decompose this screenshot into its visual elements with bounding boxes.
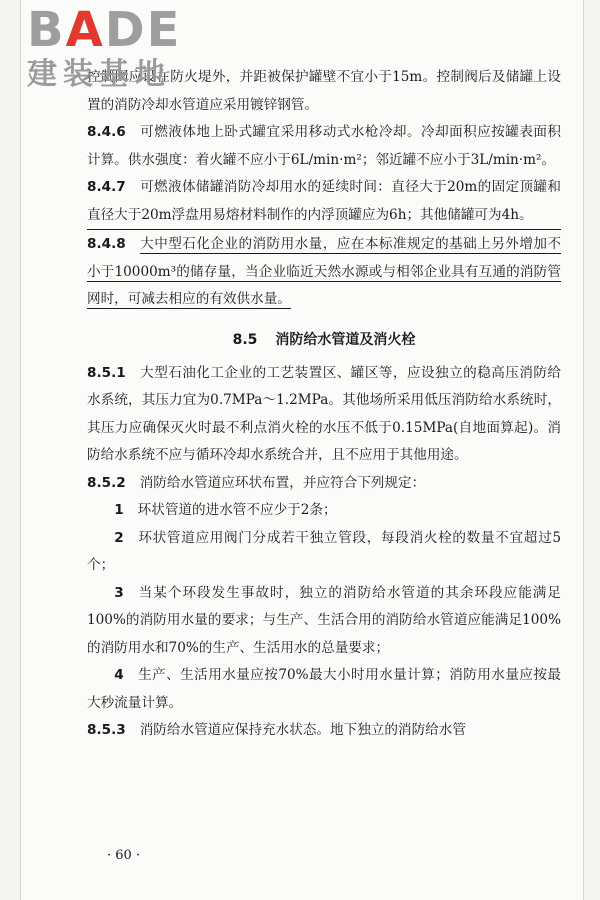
list-item-4: 4 生产、生活用水量应按70%最大小时用水量计算；消防用水量应按最大秒流量计算。 xyxy=(87,667,561,711)
paragraph-continued: 控制阀应设在防火堤外，并距被保护罐壁不宜小于15m。控制阀后及储罐上设置的消防冷却水管道应采用镀锌钢管。 xyxy=(87,69,561,113)
clause-8-5-3: 8.5.3 消防给水管道应保持充水状态。地下独立的消防给水管 xyxy=(87,722,466,738)
clause-8-5-1: 8.5.1 大型石油化工企业的工艺装置区、罐区等，应设独立的稳高压消防给水系统，其压力宜为0.7MPa～1.2MPa。其他场所采用低压消防给水系统时，其压力应确保灭火时最不利点消火栓的水压不低于0.15MPa(自地面算起)。消防给水系统不应与循环冷却水系统合并，且不应用于其他用途。 xyxy=(87,364,561,463)
page-number: · 60 · xyxy=(107,848,141,863)
clause-number: 8.5.1 xyxy=(87,364,126,381)
section-title: 消防给水管道及消火栓 xyxy=(275,331,416,348)
clause-8-5-2: 8.5.2 消防给水管道应环状布置，并应符合下列规定： xyxy=(87,474,426,491)
clause-number: 8.4.8 xyxy=(87,236,126,252)
clause-8-4-6: 8.4.6 可燃液体地上卧式罐宜采用移动式水枪冷却。冷却面积应按罐表面积计算。供水强度：着火罐不应小于6L/min·m²；邻近罐不应小于3L/min·m²。 xyxy=(87,124,561,168)
document-page xyxy=(20,0,584,900)
list-item-1: 1 环状管道的进水管不应少于2条； xyxy=(114,502,337,518)
clause-number: 8.5.3 xyxy=(87,722,126,738)
clause-number: 8.4.7 xyxy=(87,179,126,195)
clause-8-4-8 xyxy=(87,229,561,314)
logo-wordmark: BADE xyxy=(27,2,182,58)
body-text xyxy=(87,64,561,745)
list-item-3: 3 当某个环段发生事故时，独立的消防给水管道的其余环段应能满足100%的消防用水量的要求；与生产、生活合用的消防给水管道应能满足100%的消防用水和70%的生产、生活用水的总量要求； xyxy=(87,584,561,656)
section-number: 8.5 xyxy=(232,331,258,348)
bade-logo xyxy=(27,4,197,100)
clause-number: 8.5.2 xyxy=(87,474,126,491)
clause-number: 8.4.6 xyxy=(87,124,126,140)
clause-8-4-7: 8.4.7 可燃液体储罐消防冷却用水的延续时间：直径大于20m的固定顶罐和直径大于20m浮盘用易熔材料制作的内浮顶罐应为6h；其他储罐可为4h。 xyxy=(87,179,561,223)
underlined-clause-text: 大中型石化企业的消防用水量，应在本标准规定的基础上另外增加不小于10000m³的储存量，当企业临近天然水源或与相邻企业具有互通的消防管网时，可减去相应的有效供水量。 xyxy=(87,236,561,307)
section-heading xyxy=(87,326,561,354)
list-item-2: 2 环状管道应用阀门分成若干独立管段，每段消火栓的数量不宜超过5个； xyxy=(87,529,561,573)
logo-subtitle: 建装基地 xyxy=(27,57,171,92)
